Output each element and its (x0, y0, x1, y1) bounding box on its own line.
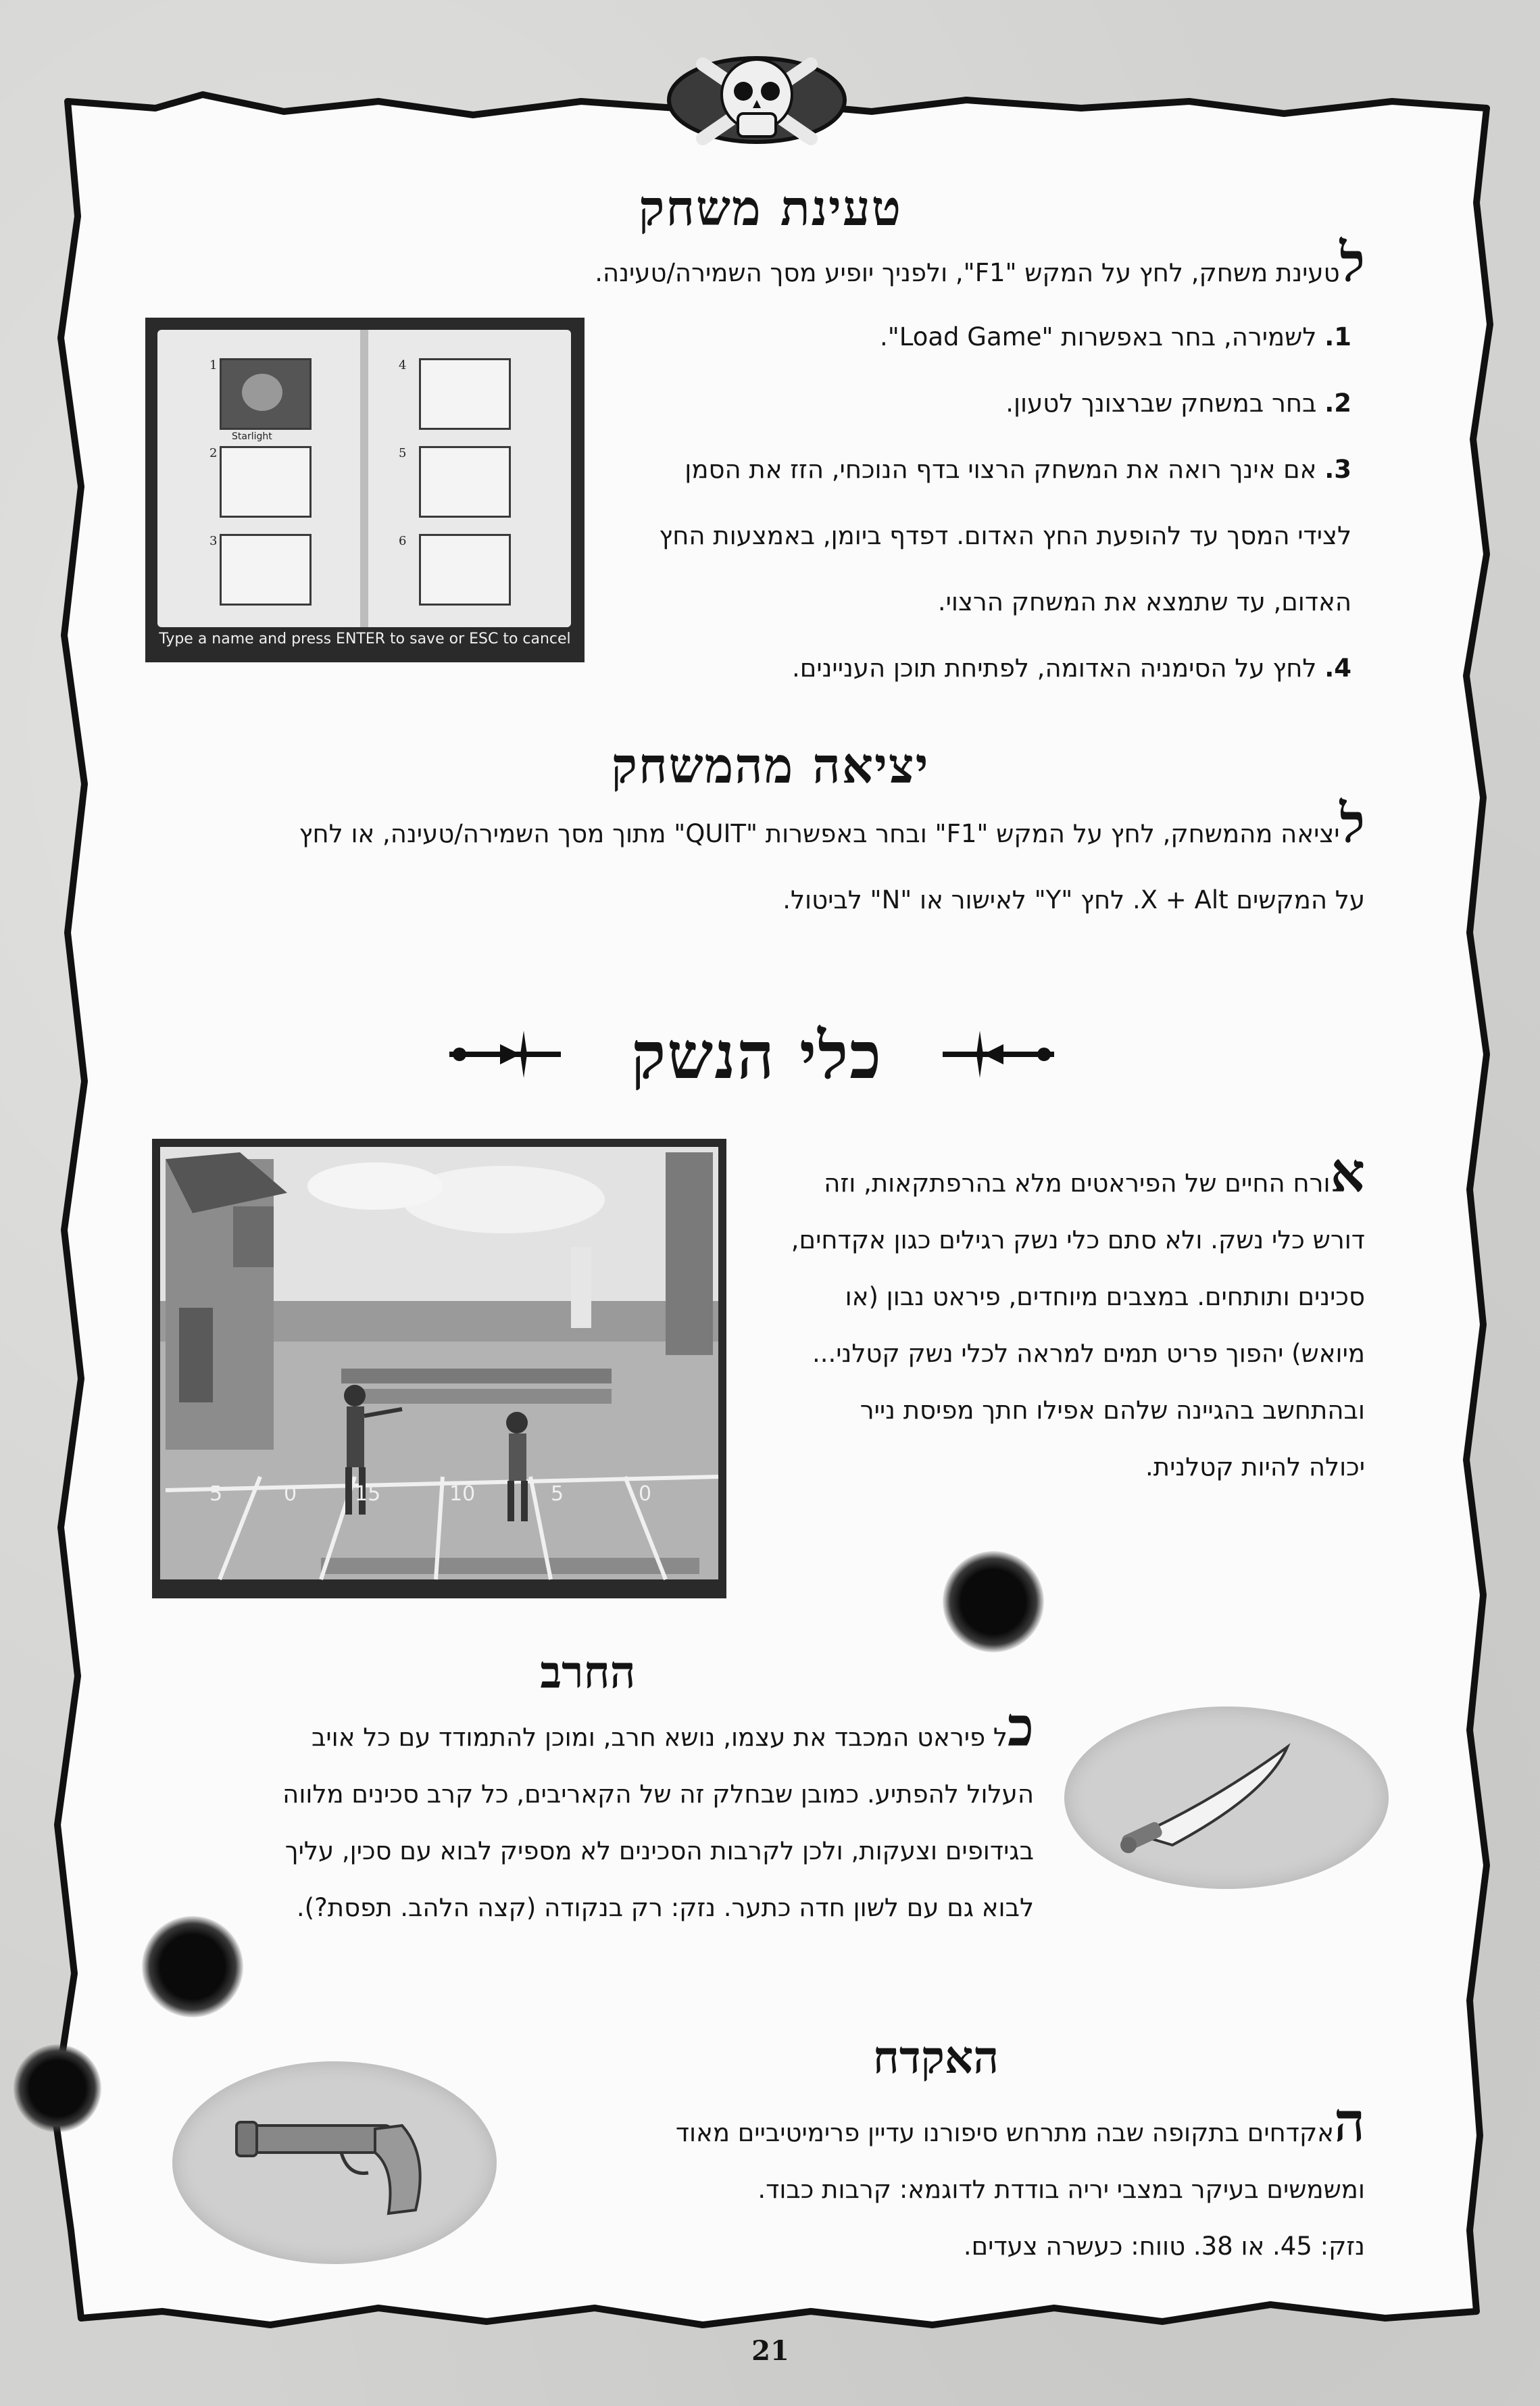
scene-number: 0 (284, 1482, 297, 1506)
bullet-hole-decoration (14, 2044, 101, 2132)
list-item: לצידי המסך עד להופעת החץ האדום. דפדף ביומן, באמצעות החץ (659, 521, 1351, 550)
sword-section-body: כל פיראט המכבד את עצמו, נושא חרב, ומוכן להתמודד עם כל אויב העלול להפתיע. כמובן שבחלק זה של הקאריבים, כל קרב סכינים מלווה בגידופים וצעקות, ולכן לקרבות הסכינים לא מספיק לבוא עם סכין, עליך לבוא גם עם לשון חדה כתער. נזק: רק בנקודה (קצה הלהב. תפסת?). (282, 1695, 1034, 1922)
save-slot-5[interactable] (419, 446, 511, 518)
load-section-intro (162, 230, 1365, 308)
slot-number: 1 (209, 358, 218, 372)
dropcap: ל (1339, 791, 1365, 855)
save-slot-1[interactable] (220, 358, 312, 430)
exit-section-title: יציאה מהמשחק (611, 737, 930, 794)
slot-number: 4 (399, 358, 407, 372)
dropcap: כ (1007, 1695, 1034, 1759)
slot-number: 3 (209, 534, 218, 548)
list-item: האדום, עד שתמצא את המשחק הרצוי. (937, 587, 1351, 616)
pistol-icon (172, 2061, 497, 2264)
dropcap: ל (1339, 230, 1365, 294)
screenshot-caption: Type a name and press ENTER to save or ESC to cancel (159, 631, 571, 647)
dropcap: א (1330, 1141, 1365, 1204)
pistol-section-title: האקדח (872, 2031, 999, 2084)
skull-crossbones-icon (669, 58, 845, 142)
dropcap: ה (1333, 2090, 1365, 2154)
game-scene-illustration (152, 1139, 726, 1598)
exit-line-2: על המקשים X + Alt. לחץ "Y" לאישור או "N" לביטול. (783, 885, 1365, 914)
weapons-section-title: כלי הנשק (630, 1017, 883, 1094)
slot-number: 6 (399, 534, 407, 548)
save-load-screenshot (145, 318, 585, 662)
list-item: 3. אם אינך רואה את המשחק הרצוי בדף הנוכחי, הזז את הסמן (685, 455, 1351, 484)
save-slot-3[interactable] (220, 534, 312, 606)
sword-image-oval (1064, 1707, 1389, 1889)
scene-number: 10 (449, 1482, 476, 1506)
intro-text: טעינת משחק, לחץ על המקש "F1", ולפניך יופיע מסך השמירה/טעינה. (595, 258, 1340, 287)
list-item: 1. לשמירה, בחר באפשרות "Load Game". (880, 322, 1351, 351)
game-scene-screenshot (152, 1139, 726, 1598)
scene-number: 15 (355, 1482, 381, 1506)
list-item: 2. בחר במשחק שברצונך לטעון. (1005, 389, 1351, 418)
slot-number: 2 (209, 446, 218, 460)
scene-number: 0 (639, 1482, 652, 1506)
sword-section-title: החרב (540, 1646, 636, 1698)
load-section-title: טעינת משחק (638, 179, 903, 237)
scene-number: 5 (209, 1482, 223, 1506)
book-spine (360, 330, 368, 627)
slot-number: 5 (399, 446, 407, 460)
save-slot-4[interactable] (419, 358, 511, 430)
save-thumbnail (242, 374, 282, 411)
pistol-section-body: האקדחים בתקופה שבה מתרחש סיפורנו עדיין פרימיטיביים מאוד ומשמשים בעיקר במצבי יריה בודדת לדוגמא: קרבות כבוד. נזק: 45. או 38. טווח: כעשרה צעדים. (675, 2090, 1365, 2261)
scene-number: 5 (551, 1482, 564, 1506)
exit-line-1: יציאה מהמשחק, לחץ על המקש "F1" ובחר באפשרות "QUIT" מתוך מסך השמירה/טעינה, או לחץ (299, 819, 1340, 848)
sword-icon (1064, 1707, 1389, 1889)
exit-section-body (162, 791, 1365, 933)
save-slot-2[interactable] (220, 446, 312, 518)
page-number: 21 (751, 2335, 789, 2367)
load-steps-list (608, 304, 1351, 702)
list-item: 4. לחץ על הסימניה האדומה, לפתיחת תוכן העניינים. (792, 654, 1351, 683)
save-slot-6[interactable] (419, 534, 511, 606)
pistol-image-oval (172, 2061, 497, 2264)
slot-1-label: Starlight (232, 431, 272, 442)
weapons-intro: אורח החיים של הפיראטים מלא בהרפתקאות, וזה דורש כלי נשק. ולא סתם כלי נשק רגילים כגון אקדחים, סכינים ותותחים. במצבים מיוחדים, פיראט נבון (או מיואש) יהפוך פריט תמים למראה לכלי נשק קטלני... ובהתחשב בהגיינה שלהם אפילו חתך מפיסת נייר יכולה להיות קטלנית. (791, 1141, 1365, 1481)
bullet-hole-decoration (943, 1551, 1044, 1652)
